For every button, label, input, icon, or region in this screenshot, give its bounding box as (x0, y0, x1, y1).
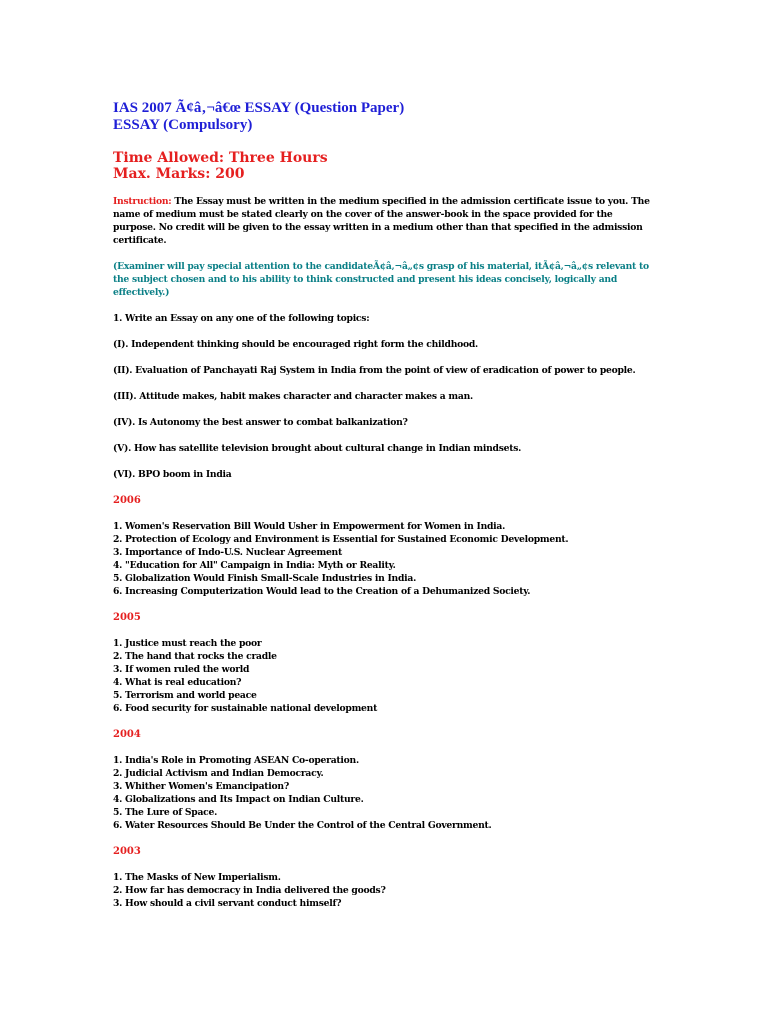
instruction-paragraph (113, 195, 658, 247)
list-item: 2. Judicial Activism and Indian Democracy. (113, 768, 324, 779)
list-item: 1. The Masks of New Imperialism. (113, 872, 281, 883)
document-page (113, 100, 658, 910)
year-heading-2004: 2004 (113, 729, 141, 740)
list-item: 4. Globalizations and Its Impact on Indian Culture. (113, 794, 364, 805)
topic-list-2005 (113, 637, 658, 715)
list-item: 3. Whither Women's Emancipation? (113, 781, 289, 792)
list-item: 2. How far has democracy in India delivered the goods? (113, 885, 386, 896)
list-item: 4. "Education for All" Campaign in India: Myth or Reality. (113, 560, 396, 571)
paper-subtitle: ESSAY (Compulsory) (113, 117, 253, 133)
paper-title: IAS 2007 Ã¢â‚¬â€œ ESSAY (Question Paper) (113, 100, 405, 116)
topic-2007-6: (VI). BPO boom in India (113, 469, 232, 480)
topic-2007-4: (IV). Is Autonomy the best answer to combat balkanization? (113, 417, 408, 428)
topic-2007-2: (II). Evaluation of Panchayati Raj System in India from the point of view of eradication of power to people. (113, 365, 636, 376)
list-item: 4. What is real education? (113, 677, 242, 688)
time-allowed: Time Allowed: Three Hours (113, 150, 328, 166)
list-item: 6. Water Resources Should Be Under the Control of the Central Government. (113, 820, 492, 831)
list-item: 1. India's Role in Promoting ASEAN Co-operation. (113, 755, 359, 766)
topic-list-2003 (113, 871, 658, 910)
list-item: 6. Food security for sustainable national development (113, 703, 378, 714)
list-item: 6. Increasing Computerization Would lead to the Creation of a Dehumanized Society. (113, 586, 531, 597)
list-item: 3. How should a civil servant conduct himself? (113, 898, 342, 909)
year-heading-2005: 2005 (113, 612, 141, 623)
examiner-note: (Examiner will pay special attention to the candidateÃ¢â‚¬â„¢s grasp of his material, itÃ¢â‚¬â„¢s relevant to the subject chosen and to his ability to think constructed and present his ideas concisely, logically and effectively.) (113, 261, 649, 298)
list-item: 1. Women's Reservation Bill Would Usher in Empowerment for Women in India. (113, 521, 506, 532)
year-heading-2006: 2006 (113, 495, 141, 506)
topic-2007-1: (I). Independent thinking should be encouraged right form the childhood. (113, 339, 479, 350)
list-item: 5. Terrorism and world peace (113, 690, 257, 701)
instruction-text: The Essay must be written in the medium specified in the admission certificate issue to you. The name of medium must be stated clearly on the cover of the answer-book in the space provided for the purpose. No credit will be given to the essay written in a medium other than that specified in the admission certificate. (113, 196, 650, 246)
question-intro: 1. Write an Essay on any one of the following topics: (113, 313, 370, 324)
topic-2007-5: (V). How has satellite television brought about cultural change in Indian mindsets. (113, 443, 522, 454)
topic-list-2006 (113, 520, 658, 598)
instruction-label: Instruction: (113, 196, 172, 207)
list-item: 2. The hand that rocks the cradle (113, 651, 277, 662)
max-marks: Max. Marks: 200 (113, 166, 245, 182)
topic-2007-3: (III). Attitude makes, habit makes character and character makes a man. (113, 391, 473, 402)
list-item: 5. The Lure of Space. (113, 807, 218, 818)
list-item: 5. Globalization Would Finish Small-Scale Industries in India. (113, 573, 417, 584)
year-heading-2003: 2003 (113, 846, 141, 857)
list-item: 2. Protection of Ecology and Environment is Essential for Sustained Economic Development. (113, 534, 569, 545)
list-item: 3. If women ruled the world (113, 664, 250, 675)
topic-list-2004 (113, 754, 658, 832)
list-item: 3. Importance of Indo-U.S. Nuclear Agreement (113, 547, 342, 558)
list-item: 1. Justice must reach the poor (113, 638, 262, 649)
